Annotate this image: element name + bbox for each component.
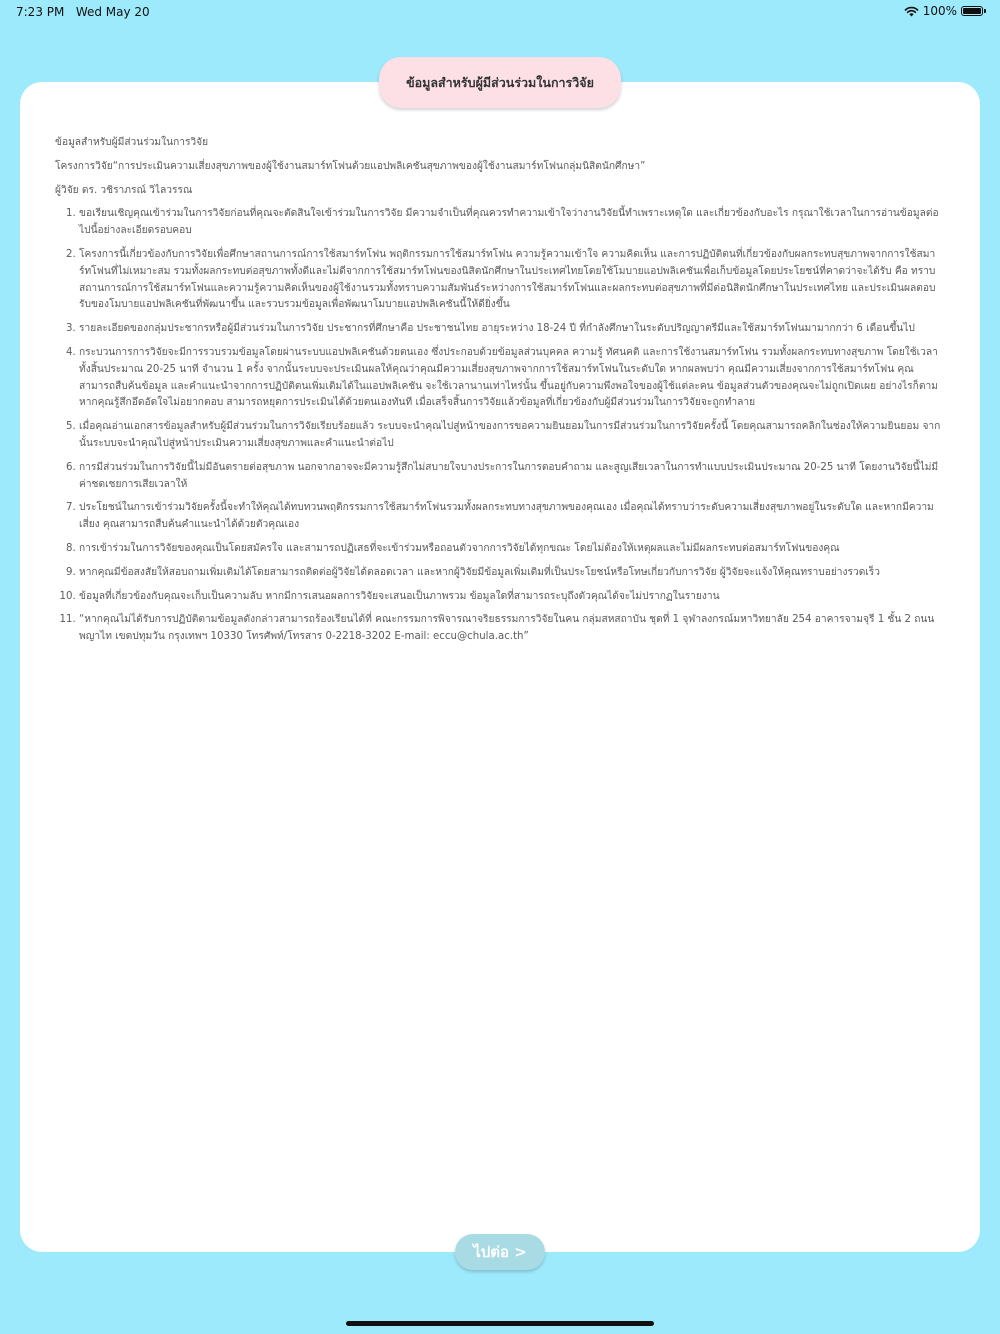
consent-text — [55, 135, 947, 653]
status-right — [904, 4, 986, 18]
list-item: 11. “หากคุณไม่ได้รับการปฏิบัติตามข้อมูลดังกล่าวสามารถร้องเรียนได้ที่ คณะกรรมการพิจารณาจริยธรรมการวิจัยในคน กลุ่มสหสถาบัน ชุดที่ 1 จุฬาลงกรณ์มหาวิทยาลัย 254 อาคารจามจุรี 1 ชั้น 2 ถนนพญาไท เขตปทุมวัน กรุงเทพฯ 10330 โทรศัพท์/โทรสาร 0-2218-3202 E-mail: eccu@chula.ac.th” — [79, 612, 947, 646]
list-item: 5. เมื่อคุณอ่านเอกสารข้อมูลสำหรับผู้มีส่วนร่วมในการวิจัยเรียบร้อยแล้ว ระบบจะนำคุณไปสู่หน้าของการขอความยินยอมในการมีส่วนร่วมในการวิจัยครั้งนี้ โดยคุณสามารถคลิกในช่องให้ความยินยอม จากนั้นระบบจะนำคุณไปสู่หน้าประเมินความเสี่ยงสุขภาพและคำแนะนำต่อไป — [79, 419, 947, 453]
info-list — [55, 206, 947, 646]
list-item: 9. หากคุณมีข้อสงสัยให้สอบถามเพิ่มเติมได้โดยสามารถติดต่อผู้วิจัยได้ตลอดเวลา และหากผู้วิจัยมีข้อมูลเพิ่มเติมที่เป็นประโยชน์หรือโทษเกี่ยวกับการวิจัย ผู้วิจัยจะแจ้งให้คุณทราบอย่างรวดเร็ว — [79, 565, 947, 582]
list-item: 2. โครงการนี้เกี่ยวข้องกับการวิจัยเพื่อศึกษาสถานการณ์การใช้สมาร์ทโฟน พฤติกรรมการใช้สมาร์ทโฟน ความรู้ความเข้าใจ ความคิดเห็น และการปฏิบัติตนที่เกี่ยวข้องกับผลกระทบสุขภาพจากการใช้สมาร์ทโฟนที่ไม่เหมาะสม รวมทั้งผลกระทบต่อสุขภาพทั้งดีและไม่ดีจากการใช้สมาร์ทโฟนของนิสิตนักศึกษาในประเทศไทยโดยใช้โมบายแอปพลิเคชันเพื่อเก็บข้อมูลโดยประโยชน์ที่คาดว่าจะได้รับ คือ ทราบสถานการณ์การใช้สมาร์ทโฟนและความรู้ความคิดเห็นของผู้ใช้งานรวมทั้งทราบความสัมพันธ์ระหว่างการใช้สมาร์ทโฟนและผลกระทบต่อสุขภาพที่มีต่อนิสิตนักศึกษาในประเทศไทย และประเมินผลตอบรับของโมบายแอปพลิเคชันที่พัฒนาขึ้น และรวบรวมข้อมูลเพื่อพัฒนาโมบายแอปพลิเคชันนี้ให้ดียิ่งขึ้น — [79, 247, 947, 314]
next-button[interactable]: ไปต่อ > — [455, 1234, 545, 1270]
wifi-icon — [904, 6, 919, 17]
battery-icon — [961, 6, 983, 16]
researcher-name: ผู้วิจัย ดร. วชิราภรณ์ วิไลวรรณ — [55, 184, 193, 196]
status-bar — [0, 0, 1000, 24]
project-title: โครงการวิจัย“การประเมินความเสี่ยงสุขภาพของผู้ใช้งานสมาร์ทโฟนด้วยแอปพลิเคชันสุขภาพของผู้ใช้งานสมาร์ทโฟนกลุ่มนิสิตนักศึกษา” — [55, 160, 646, 172]
list-item: 4. กระบวนการการวิจัยจะมีการรวบรวมข้อมูลโดยผ่านระบบแอปพลิเคชันด้วยตนเอง ซึ่งประกอบด้วยข้อมูลส่วนบุคคล ความรู้ ทัศนคติ และการใช้งานสมาร์ทโฟน รวมทั้งผลกระทบทางสุขภาพ โดยใช้เวลาทั้งสิ้นประมาณ 20-25 นาที จำนวน 1 ครั้ง จากนั้นระบบจะประเมินผลให้คุณว่าคุณมีความเสี่ยงสุขภาพจากการใช้สมาร์ทโฟนในระดับใด หากผลพบว่า คุณมีความเสี่ยงจากการใช้สมาร์ทโฟน คุณสามารถสืบค้นข้อมูล และคำแนะนำจากการปฏิบัติตนเพิ่มเติมได้ในแอปพลิเคชัน จะใช้เวลานานเท่าไหร่นั้น ขึ้นอยู่กับความพึงพอใจของผู้ใช้แต่ละคน ข้อมูลส่วนตัวของคุณจะไม่ถูกเปิดเผย อย่างไรก็ตามหากคุณรู้สึกอึดอัดใจไม่อยากตอบ สามารถหยุดการประเมินได้ด้วยตนเองทันที เมื่อเสร็จสิ้นการวิจัยแล้วข้อมูลที่เกี่ยวข้องกับผู้มีส่วนร่วมในการวิจัยจะถูกทำลาย — [79, 345, 947, 412]
status-clock: 7:23 PM — [16, 5, 65, 19]
battery-fill — [963, 8, 981, 14]
list-item: 8. การเข้าร่วมในการวิจัยของคุณเป็นโดยสมัครใจ และสามารถปฏิเสธที่จะเข้าร่วมหรือถอนตัวจากการวิจัยได้ทุกขณะ โดยไม่ต้องให้เหตุผลและไม่มีผลกระทบต่อสมาร์ทโฟนของคุณ — [79, 541, 947, 558]
page-title: ข้อมูลสำหรับผู้มีส่วนร่วมในการวิจัย — [379, 57, 621, 108]
list-item: 10. ข้อมูลที่เกี่ยวข้องกับคุณจะเก็บเป็นความลับ หากมีการเสนอผลการวิจัยจะเสนอเป็นภาพรวม ข้อมูลใดที่สามารถระบุถึงตัวคุณได้จะไม่ปรากฏในรายงาน — [79, 589, 947, 606]
home-indicator[interactable] — [346, 1321, 654, 1326]
status-time — [16, 5, 150, 19]
list-item: 1. ขอเรียนเชิญคุณเข้าร่วมในการวิจัยก่อนที่คุณจะตัดสินใจเข้าร่วมในการวิจัย มีความจำเป็นที่คุณควรทำความเข้าใจว่างานวิจัยนี้ทำเพราะเหตุใด และเกี่ยวข้องกับอะไร กรุณาใช้เวลาในการอ่านข้อมูลต่อไปนี้อย่างละเอียดรอบคอบ — [79, 206, 947, 240]
status-date: Wed May 20 — [75, 5, 150, 19]
battery-percent: 100% — [922, 4, 957, 18]
battery-cap — [984, 9, 986, 13]
list-item: 6. การมีส่วนร่วมในการวิจัยนี้ไม่มีอันตรายต่อสุขภาพ นอกจากอาจจะมีความรู้สึกไม่สบายใจบางประการในการตอบคำถาม และสูญเสียเวลาในการทำแบบประเมินประมาณ 20-25 นาที โดยงานวิจัยนี้ไม่มีค่าชดเชยการเสียเวลาให้ — [79, 460, 947, 494]
list-item: 3. รายละเอียดของกลุ่มประชากรหรือผู้มีส่วนร่วมในการวิจัย ประชากรที่ศึกษาคือ ประชาชนไทย อายุระหว่าง 18-24 ปี ที่กำลังศึกษาในระดับปริญญาตรีมีและใช้สมาร์ทโฟนมามากกว่า 6 เดือนขึ้นไป — [79, 321, 947, 338]
content-heading: ข้อมูลสำหรับผู้มีส่วนร่วมในการวิจัย — [55, 137, 209, 148]
list-item: 7. ประโยชน์ในการเข้าร่วมวิจัยครั้งนี้จะทำให้คุณได้ทบทวนพฤติกรรมการใช้สมาร์ทโฟนรวมทั้งผลกระทบทางสุขภาพของคุณเอง เมื่อคุณได้ทราบว่าระดับความเสี่ยงสุขภาพอยู่ในระดับใด และหากมีความเสี่ยง คุณสามารถสืบค้นคำแนะนำได้ด้วยตัวคุณเอง — [79, 500, 947, 534]
